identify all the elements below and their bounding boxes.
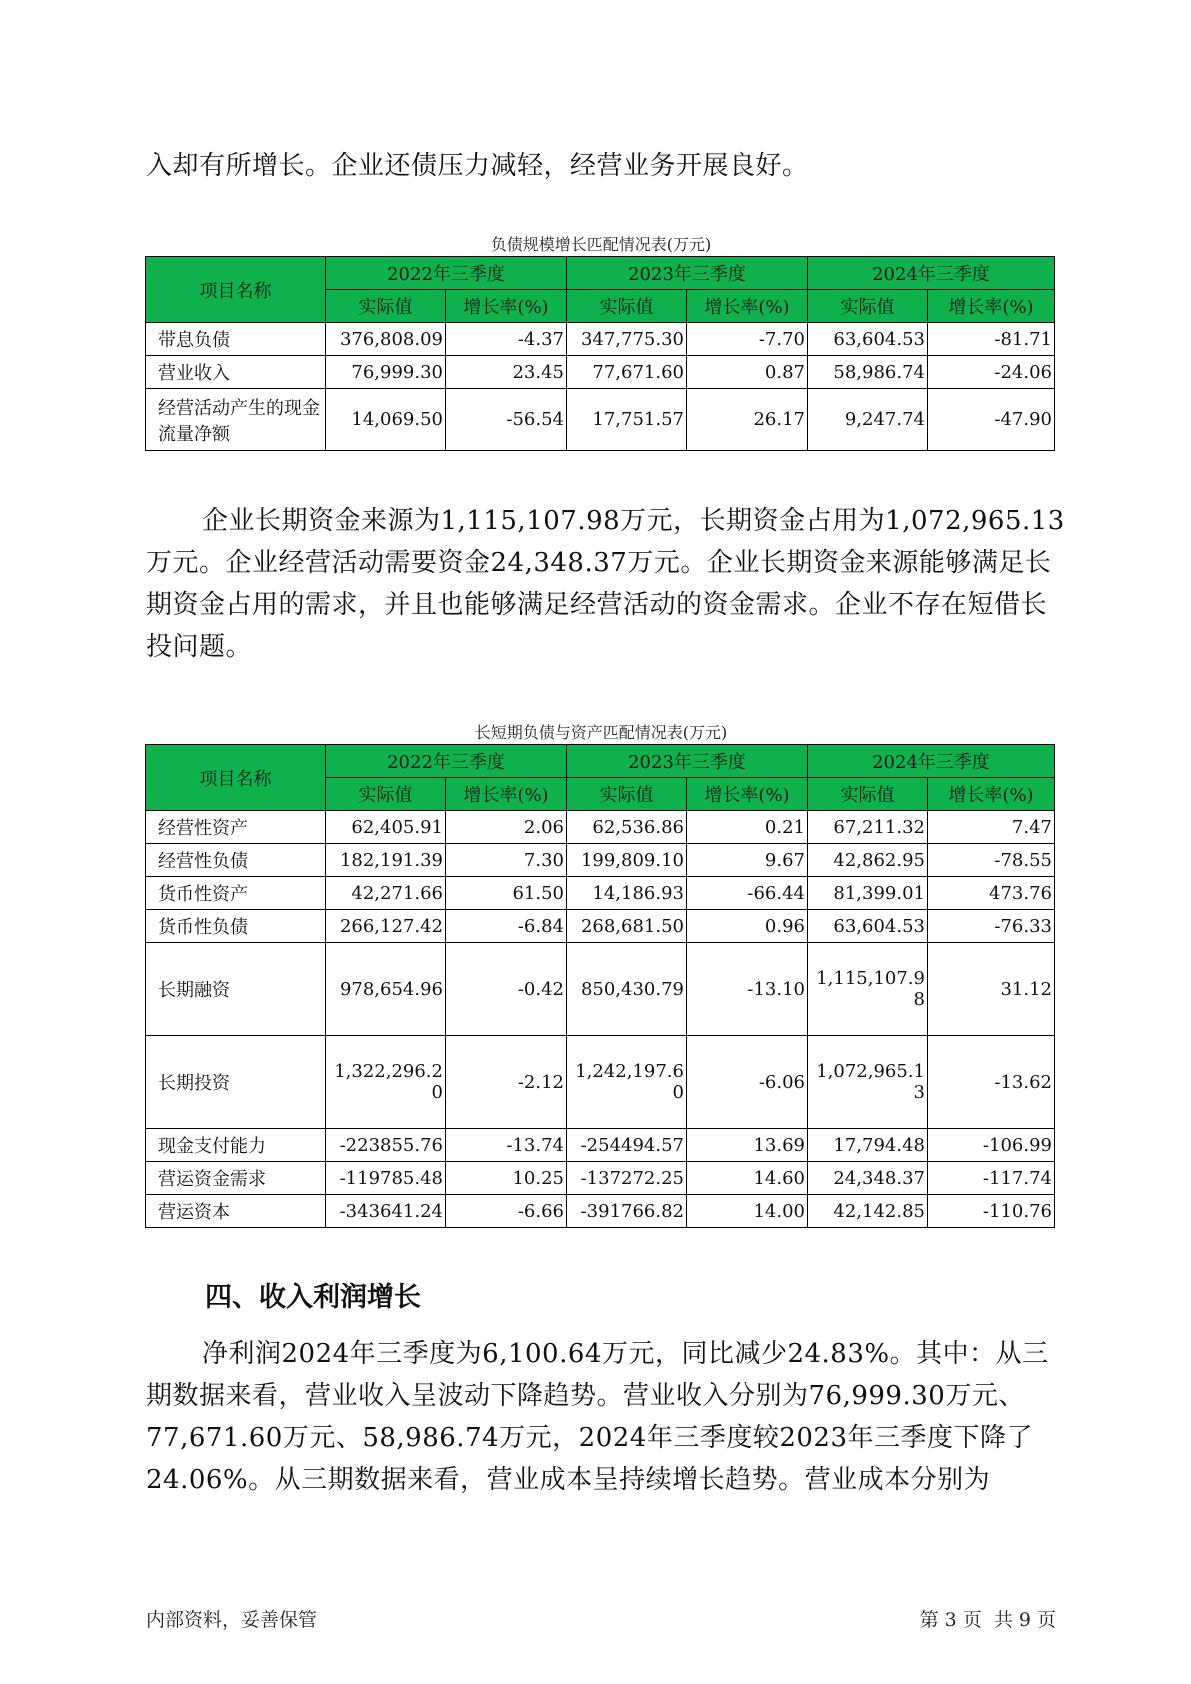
actual-value-cell: 81,399.01	[808, 877, 928, 910]
header-growth-rate: 增长率(%)	[446, 778, 567, 811]
growth-rate-cell: 61.50	[446, 877, 567, 910]
table-row	[146, 323, 1055, 356]
actual-value-cell: 17,794.48	[808, 1129, 928, 1162]
row-label: 经营活动产生的现金流量净额	[146, 389, 326, 451]
header-period-2024: 2024年三季度	[808, 257, 1055, 290]
revenue-profit-paragraph: 净利润2024年三季度为6,100.64万元，同比减少24.83%。其中：从三期数据来看，营业收入呈波动下降趋势。营业收入分别为76,999.30万元、77,671.60万元、58,986.74万元，2024年三季度较2023年三季度下降了24.06%。从三期数据来看，营业成本呈持续增长趋势。营业成本分别为	[146, 1339, 1049, 1495]
row-label: 货币性负债	[146, 910, 326, 943]
row-label: 营运资金需求	[146, 1162, 326, 1195]
row-label: 带息负债	[146, 323, 326, 356]
table1-caption: 负债规模增长匹配情况表(万元)	[490, 235, 712, 254]
section-heading: 四、收入利润增长	[205, 1282, 421, 1313]
table-row	[146, 1195, 1055, 1228]
table-row	[146, 1036, 1055, 1129]
actual-value-cell: -137272.25	[567, 1162, 687, 1195]
actual-value-cell: 17,751.57	[567, 389, 687, 451]
actual-value-cell: -223855.76	[326, 1129, 446, 1162]
actual-value-cell: 268,681.50	[567, 910, 687, 943]
growth-rate-cell: 13.69	[687, 1129, 808, 1162]
row-label: 长期投资	[146, 1036, 326, 1129]
table-row	[146, 844, 1055, 877]
actual-value-cell: 76,999.30	[326, 356, 446, 389]
table-row	[146, 910, 1055, 943]
header-period-2023: 2023年三季度	[567, 745, 808, 778]
actual-value-cell: 1,242,197.60	[567, 1036, 687, 1129]
header-actual-value: 实际值	[808, 290, 928, 323]
row-label: 营业收入	[146, 356, 326, 389]
debt-scale-table	[145, 256, 1055, 451]
growth-rate-cell: -6.06	[687, 1036, 808, 1129]
header-period-2023: 2023年三季度	[567, 257, 808, 290]
growth-rate-cell: -117.74	[928, 1162, 1055, 1195]
row-label: 经营性资产	[146, 811, 326, 844]
header-actual-value: 实际值	[326, 290, 446, 323]
actual-value-cell: 63,604.53	[808, 910, 928, 943]
actual-value-cell: -254494.57	[567, 1129, 687, 1162]
header-growth-rate: 增长率(%)	[446, 290, 567, 323]
growth-rate-cell: 0.96	[687, 910, 808, 943]
growth-rate-cell: -110.76	[928, 1195, 1055, 1228]
actual-value-cell: 63,604.53	[808, 323, 928, 356]
actual-value-cell: 347,775.30	[567, 323, 687, 356]
header-actual-value: 实际值	[567, 778, 687, 811]
growth-rate-cell: 473.76	[928, 877, 1055, 910]
table-row	[146, 356, 1055, 389]
actual-value-cell: 14,069.50	[326, 389, 446, 451]
footer-confidential-note: 内部资料，妥善保管	[146, 1609, 318, 1631]
growth-rate-cell: 23.45	[446, 356, 567, 389]
asset-liability-match-table	[145, 744, 1055, 1228]
header-actual-value: 实际值	[567, 290, 687, 323]
growth-rate-cell: 2.06	[446, 811, 567, 844]
growth-rate-cell: -76.33	[928, 910, 1055, 943]
row-label: 长期融资	[146, 943, 326, 1036]
table-row	[146, 811, 1055, 844]
header-item-name: 项目名称	[146, 257, 326, 323]
actual-value-cell: 266,127.42	[326, 910, 446, 943]
table-row	[146, 1129, 1055, 1162]
header-growth-rate: 增长率(%)	[687, 778, 808, 811]
table-row	[146, 943, 1055, 1036]
header-growth-rate: 增长率(%)	[928, 778, 1055, 811]
table2-caption: 长短期负债与资产匹配情况表(万元)	[474, 723, 728, 742]
footer-page-number: 第 3 页 共 9 页	[919, 1609, 1056, 1631]
actual-value-cell: 58,986.74	[808, 356, 928, 389]
growth-rate-cell: 14.00	[687, 1195, 808, 1228]
capital-paragraph: 企业长期资金来源为1,115,107.98万元，长期资金占用为1,072,965.13万元。企业经营活动需要资金24,348.37万元。企业长期资金来源能够满足长期资金占用的需求，并且也能够满足经营活动的资金需求。企业不存在短借长投问题。	[146, 506, 1065, 662]
actual-value-cell: 67,211.32	[808, 811, 928, 844]
table-row	[146, 877, 1055, 910]
table-row	[146, 1162, 1055, 1195]
growth-rate-cell: -13.10	[687, 943, 808, 1036]
growth-rate-cell: -106.99	[928, 1129, 1055, 1162]
growth-rate-cell: 14.60	[687, 1162, 808, 1195]
growth-rate-cell: 31.12	[928, 943, 1055, 1036]
growth-rate-cell: -0.42	[446, 943, 567, 1036]
actual-value-cell: -391766.82	[567, 1195, 687, 1228]
actual-value-cell: 9,247.74	[808, 389, 928, 451]
growth-rate-cell: -6.66	[446, 1195, 567, 1228]
growth-rate-cell: 26.17	[687, 389, 808, 451]
actual-value-cell: -119785.48	[326, 1162, 446, 1195]
actual-value-cell: 24,348.37	[808, 1162, 928, 1195]
growth-rate-cell: -7.70	[687, 323, 808, 356]
growth-rate-cell: 10.25	[446, 1162, 567, 1195]
growth-rate-cell: -78.55	[928, 844, 1055, 877]
growth-rate-cell: 0.87	[687, 356, 808, 389]
header-item-name: 项目名称	[146, 745, 326, 811]
actual-value-cell: 182,191.39	[326, 844, 446, 877]
growth-rate-cell: -47.90	[928, 389, 1055, 451]
growth-rate-cell: 7.30	[446, 844, 567, 877]
growth-rate-cell: -81.71	[928, 323, 1055, 356]
growth-rate-cell: -56.54	[446, 389, 567, 451]
header-growth-rate: 增长率(%)	[928, 290, 1055, 323]
header-growth-rate: 增长率(%)	[687, 290, 808, 323]
actual-value-cell: 978,654.96	[326, 943, 446, 1036]
actual-value-cell: 42,142.85	[808, 1195, 928, 1228]
actual-value-cell: 376,808.09	[326, 323, 446, 356]
actual-value-cell: 850,430.79	[567, 943, 687, 1036]
actual-value-cell: 62,536.86	[567, 811, 687, 844]
actual-value-cell: 1,072,965.13	[808, 1036, 928, 1129]
row-label: 货币性资产	[146, 877, 326, 910]
actual-value-cell: -343641.24	[326, 1195, 446, 1228]
actual-value-cell: 1,322,296.20	[326, 1036, 446, 1129]
growth-rate-cell: -2.12	[446, 1036, 567, 1129]
row-label: 现金支付能力	[146, 1129, 326, 1162]
header-actual-value: 实际值	[808, 778, 928, 811]
header-period-2024: 2024年三季度	[808, 745, 1055, 778]
growth-rate-cell: -6.84	[446, 910, 567, 943]
intro-paragraph: 入却有所增长。企业还债压力减轻，经营业务开展良好。	[146, 151, 809, 181]
row-label: 经营性负债	[146, 844, 326, 877]
row-label: 营运资本	[146, 1195, 326, 1228]
growth-rate-cell: 9.67	[687, 844, 808, 877]
header-period-2022: 2022年三季度	[326, 257, 567, 290]
growth-rate-cell: -13.62	[928, 1036, 1055, 1129]
growth-rate-cell: -4.37	[446, 323, 567, 356]
actual-value-cell: 42,862.95	[808, 844, 928, 877]
growth-rate-cell: -24.06	[928, 356, 1055, 389]
actual-value-cell: 77,671.60	[567, 356, 687, 389]
growth-rate-cell: -66.44	[687, 877, 808, 910]
table-row	[146, 389, 1055, 451]
growth-rate-cell: 7.47	[928, 811, 1055, 844]
actual-value-cell: 14,186.93	[567, 877, 687, 910]
growth-rate-cell: -13.74	[446, 1129, 567, 1162]
growth-rate-cell: 0.21	[687, 811, 808, 844]
actual-value-cell: 1,115,107.98	[808, 943, 928, 1036]
actual-value-cell: 62,405.91	[326, 811, 446, 844]
actual-value-cell: 42,271.66	[326, 877, 446, 910]
header-actual-value: 实际值	[326, 778, 446, 811]
actual-value-cell: 199,809.10	[567, 844, 687, 877]
header-period-2022: 2022年三季度	[326, 745, 567, 778]
